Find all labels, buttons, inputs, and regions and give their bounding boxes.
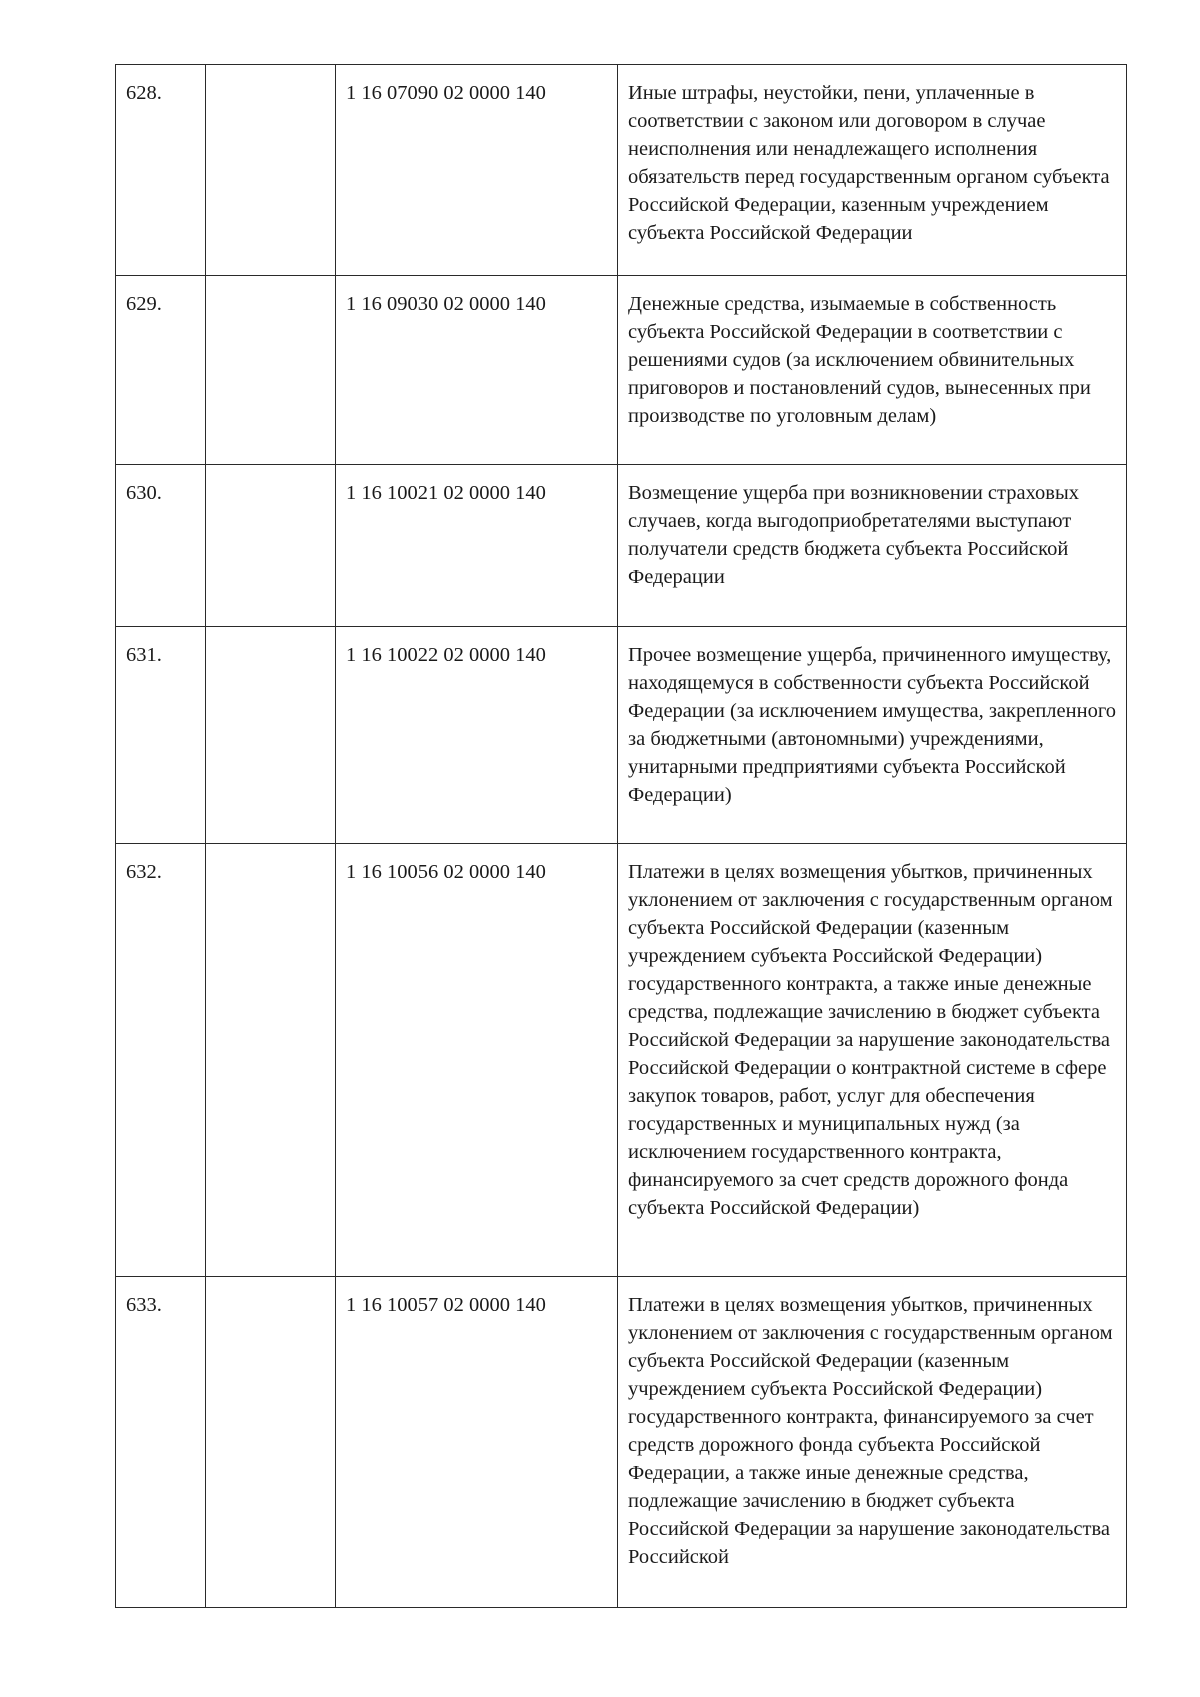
table-row [116, 844, 1127, 1277]
revenue-name: Платежи в целях возмещения убытков, причиненных уклонением от заключения с государственным органом субъекта Российской Федерации (казенным учреждением субъекта Российской Федерации) государственного контракта, а также иные денежные средства, подлежащие зачислению в бюджет субъекта Российской Федерации за нарушение законодательства Российской Федерации о контрактной системе в сфере закупок товаров, работ, услуг для обеспечения государственных и муниципальных нужд (за исключением государственного контракта, финансируемого за счет средств дорожного фонда субъекта Российской Федерации) [618, 844, 1127, 1277]
budget-code: 1 16 07090 02 0000 140 [336, 65, 618, 276]
table-row [116, 465, 1127, 627]
admin-code-cell [206, 276, 336, 465]
budget-code: 1 16 10057 02 0000 140 [336, 1277, 618, 1608]
revenue-name: Платежи в целях возмещения убытков, причиненных уклонением от заключения с государственным органом субъекта Российской Федерации (казенным учреждением субъекта Российской Федерации) государственного контракта, финансируемого за счет средств дорожного фонда субъекта Российской Федерации, а также иные денежные средства, подлежащие зачислению в бюджет субъекта Российской Федерации за нарушение законодательства Российской [618, 1277, 1127, 1608]
admin-code-cell [206, 1277, 336, 1608]
admin-code-cell [206, 65, 336, 276]
budget-code: 1 16 10022 02 0000 140 [336, 627, 618, 844]
budget-code: 1 16 10056 02 0000 140 [336, 844, 618, 1277]
revenue-name: Денежные средства, изымаемые в собственность субъекта Российской Федерации в соответствии с решениями судов (за исключением обвинительных приговоров и постановлений судов, вынесенных при производстве по уголовным делам) [618, 276, 1127, 465]
row-number: 632. [116, 844, 206, 1277]
admin-code-cell [206, 627, 336, 844]
budget-codes-table [115, 64, 1127, 1608]
row-number: 628. [116, 65, 206, 276]
row-number: 631. [116, 627, 206, 844]
revenue-name: Иные штрафы, неустойки, пени, уплаченные в соответствии с законом или договором в случае неисполнения или ненадлежащего исполнения обязательств перед государственным органом субъекта Российской Федерации, казенным учреждением субъекта Российской Федерации [618, 65, 1127, 276]
document-page [115, 64, 1126, 1608]
budget-code: 1 16 09030 02 0000 140 [336, 276, 618, 465]
admin-code-cell [206, 844, 336, 1277]
row-number: 629. [116, 276, 206, 465]
table-row [116, 276, 1127, 465]
revenue-name: Возмещение ущерба при возникновении страховых случаев, когда выгодоприобретателями выступают получатели средств бюджета субъекта Российской Федерации [618, 465, 1127, 627]
row-number: 633. [116, 1277, 206, 1608]
admin-code-cell [206, 465, 336, 627]
table-row [116, 65, 1127, 276]
table-row [116, 1277, 1127, 1608]
revenue-name: Прочее возмещение ущерба, причиненного имуществу, находящемуся в собственности субъекта Российской Федерации (за исключением имущества, закрепленного за бюджетными (автономными) учреждениями, унитарными предприятиями субъекта Российской Федерации) [618, 627, 1127, 844]
row-number: 630. [116, 465, 206, 627]
table-row [116, 627, 1127, 844]
budget-code: 1 16 10021 02 0000 140 [336, 465, 618, 627]
